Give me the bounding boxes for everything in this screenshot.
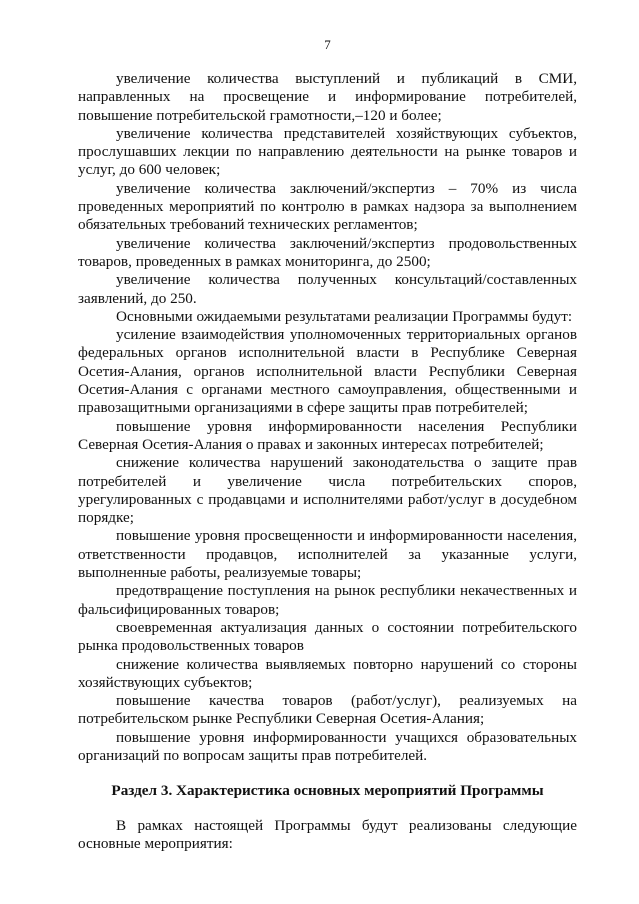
paragraph: увеличение количества заключений/экспертиз – 70% из числа проведенных мероприятий по контролю в рамках надзора за выполнением обязательных требований технических регламентов; — [78, 179, 577, 234]
paragraph: увеличение количества заключений/экспертиз продовольственных товаров, проведенных в рамках мониторинга, до 2500; — [78, 234, 577, 270]
paragraph: своевременная актуализация данных о состоянии потребительского рынка продовольственных товаров — [78, 618, 577, 655]
section-heading: Раздел 3. Характеристика основных мероприятий Программы — [111, 782, 544, 800]
paragraph: В рамках настоящей Программы будут реализованы следующие основные мероприятия: — [78, 816, 577, 852]
paragraph: усиление взаимодействия уполномоченных территориальных органов федеральных органов исполнительной власти в Республике Северная Осетия-Алания, органов исполнительной власти Республики Северная Осетия-Алания с органами местного самоуправления, общественными и правозащитными организациями в сфере защиты прав потребителей; — [78, 326, 577, 417]
paragraph: увеличение количества выступлений и публикаций в СМИ, направленных на просвещение и информирование потребителей, повышение потребительской грамотности,–120 и более; — [78, 70, 577, 124]
paragraph: повышение уровня информированности населения Республики Северная Осетия-Алания о правах и законных интересах потребителей; — [78, 417, 577, 453]
paragraph: увеличение количества полученных консультаций/составленных заявлений, до 250. — [78, 271, 577, 307]
paragraph: увеличение количества представителей хозяйствующих субъектов, прослушавших лекции по направлению деятельности на рынке товаров и услуг, до 600 человек; — [78, 124, 577, 179]
paragraph: снижение количества выявляемых повторно нарушений со стороны хозяйствующих субъектов; — [78, 655, 577, 691]
body-text — [78, 70, 577, 765]
paragraph: повышение уровня информированности учащихся образовательных организаций по вопросам защиты прав потребителей. — [78, 728, 577, 764]
paragraph: Основными ожидаемыми результатами реализации Программы будут: — [116, 307, 573, 325]
paragraph: повышение уровня просвещенности и информированности населения, ответственности продавцов, исполнителей за указанные услуги, выполненные работы, реализуемые товары; — [78, 527, 577, 582]
paragraph: повышение качества товаров (работ/услуг), реализуемых на потребительском рынке Республики Северная Осетия-Алания; — [78, 692, 577, 728]
paragraph: снижение количества нарушений законодательства о защите прав потребителей и увеличение числа потребительских споров, урегулированных с продавцами и исполнителями работ/услуг в досудебном порядке; — [78, 454, 577, 527]
paragraph: предотвращение поступления на рынок республики некачественных и фальсифицированных товаров; — [78, 582, 577, 618]
page-number: 7 — [324, 37, 331, 52]
